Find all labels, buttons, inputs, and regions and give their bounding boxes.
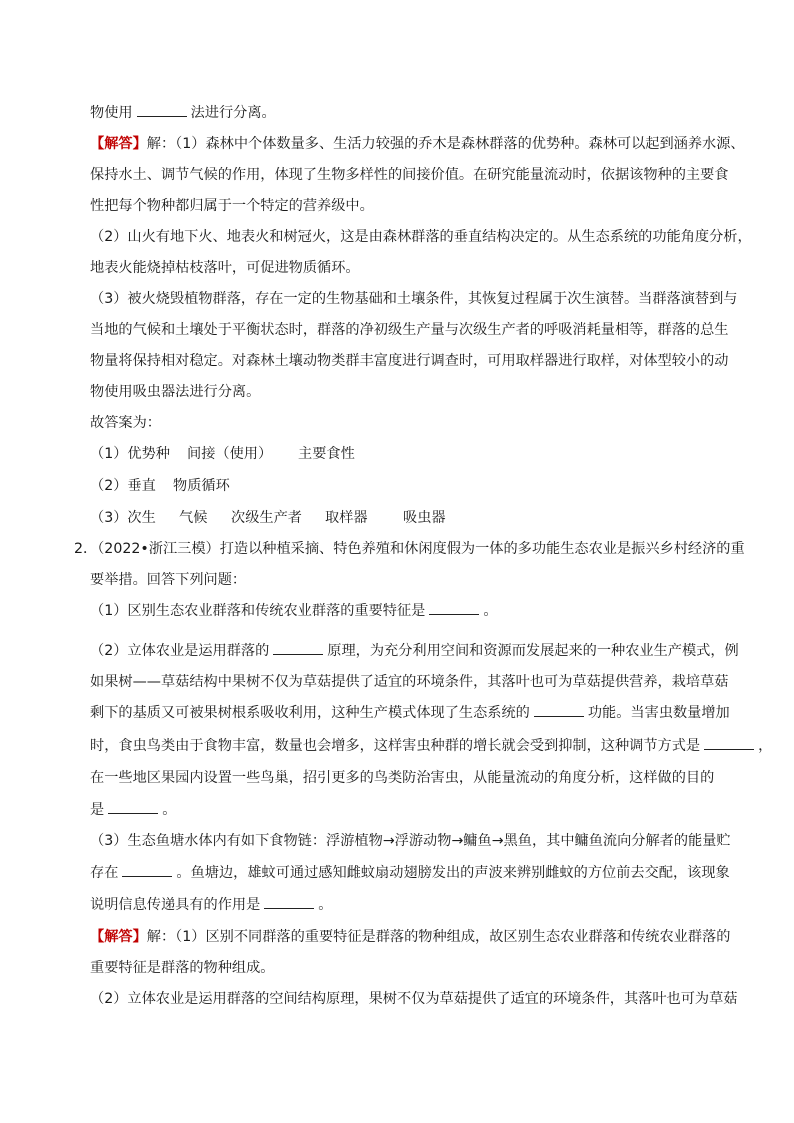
text: 故答案为： <box>90 415 161 431</box>
text: 法进行分离。 <box>190 105 276 121</box>
text-line <box>90 166 728 184</box>
answer-blank <box>122 864 172 877</box>
text: 。鱼塘边，雄蚊可通过感知雌蚊扇动翅膀发出的声波来辨别雌蚊的方位前去交配，该现象 <box>176 865 730 881</box>
text: 地表火能烧掉枯枝落叶，可促进物质循环。 <box>90 260 360 276</box>
text-line <box>90 832 731 850</box>
text-line <box>90 602 498 620</box>
answer-blank <box>534 704 584 717</box>
text-line <box>90 769 714 787</box>
text: 。 <box>318 897 333 913</box>
answer-item: 气候 <box>179 510 208 526</box>
text: （2022•浙江三模）打造以种植采摘、特色养殖和休闲度假为一体的多功能生态农业是振兴乡村经济的重 <box>97 541 745 557</box>
text: 时，食虫鸟类由于食物丰富，数量也会增多，这样害虫种群的增长就会受到抑制，这种调节方式是 <box>90 738 701 754</box>
text: 存在 <box>90 865 119 881</box>
text: 当地的气候和土壤处于平衡状态时，群落的净初级生产量与次级生产者的呼吸消耗量相等，群落的总生 <box>90 322 729 338</box>
text-line <box>90 104 276 122</box>
text-line <box>90 259 360 277</box>
text-line <box>90 673 728 691</box>
text-line <box>90 704 730 722</box>
text-line <box>90 383 260 401</box>
text: 保持水土、调节气候的作用，体现了生物多样性的间接价值。在研究能量流动时，依据该物种的主要食 <box>90 167 729 183</box>
answer-tag: 【解答】 <box>90 929 147 945</box>
text: （2）立体农业是运用群落的 <box>90 643 270 659</box>
text-line <box>90 896 332 914</box>
answer-item: 次级生产者 <box>231 510 302 526</box>
text: 解：（1）森林中个体数量多、生活力较强的乔木是森林群落的优势种。森林可以起到涵养水源、 <box>146 136 745 152</box>
text: 。 <box>162 802 177 818</box>
answer-item: 物质循环 <box>173 478 230 494</box>
text: 。 <box>483 603 498 619</box>
answer-blank <box>704 737 754 750</box>
answer-row <box>90 445 355 463</box>
question-number: 2． <box>74 541 98 557</box>
text-line <box>90 959 274 977</box>
question-line <box>74 540 745 558</box>
answer-item: 间接（使用） <box>187 446 273 462</box>
text-line <box>90 321 728 339</box>
answer-blank <box>264 896 314 909</box>
text: （1）区别生态农业群落和传统农业群落的重要特征是 <box>90 603 426 619</box>
answer-blank <box>108 801 158 814</box>
answer-tag: 【解答】 <box>90 136 147 152</box>
answer-item: 主要食性 <box>298 446 355 462</box>
text-line <box>90 990 737 1008</box>
answer-item: （1）优势种 <box>90 446 170 462</box>
text: 原理，为充分利用空间和资源而发展起来的一种农业生产模式，例 <box>327 643 739 659</box>
text-line <box>90 571 246 589</box>
text: 在一些地区果园内设置一些鸟巢，招引更多的鸟类防治害虫，从能量流动的角度分析，这样做的目的 <box>90 770 715 786</box>
text-line <box>90 228 752 246</box>
text: 物量将保持相对稳定。对森林土壤动物类群丰富度进行调查时，可用取样器进行取样，对体型较小的动 <box>90 353 729 369</box>
answer-line <box>90 135 745 153</box>
text: （2）山火有地下火、地表火和树冠火，这是由森林群落的垂直结构决定的。从生态系统的功能角度分析， <box>90 229 752 245</box>
text: （3）生态鱼塘水体内有如下食物链：浮游植物→浮游动物→鳙鱼→黑鱼，其中鳙鱼流向分解者的能量贮 <box>90 833 731 849</box>
text: 物使用 <box>90 105 133 121</box>
text: 性把每个物种都归属于一个特定的营养级中。 <box>90 198 374 214</box>
text: 剩下的基质又可被果树根系吸收利用，这种生产模式体现了生态系统的 <box>90 705 530 721</box>
answer-row <box>90 477 230 495</box>
text: （2）立体农业是运用群落的空间结构原理，果树不仅为草菇提供了适宜的环境条件，其落叶也可为草菇 <box>90 991 738 1007</box>
text: 重要特征是群落的物种组成。 <box>90 960 275 976</box>
text: 功能。当害虫数量增加 <box>587 705 730 721</box>
text-line <box>90 642 739 660</box>
text-line <box>90 414 161 432</box>
text: （3）被火烧毁植物群落，存在一定的生物基础和土壤条件，其恢复过程属于次生演替。当群落演替到与 <box>90 291 738 307</box>
answer-item: （3）次生 <box>90 510 156 526</box>
text: ， <box>758 738 773 754</box>
answer-blank <box>273 642 323 655</box>
text: 物使用吸虫器法进行分离。 <box>90 384 261 400</box>
text-line <box>90 864 730 882</box>
text: 要举措。回答下列问题： <box>90 572 247 588</box>
answer-item: 取样器 <box>325 510 368 526</box>
text-line <box>90 290 737 308</box>
answer-row <box>90 509 446 527</box>
text-line <box>90 352 728 370</box>
text-line <box>90 801 176 819</box>
text: 解：（1）区别不同群落的重要特征是群落的物种组成，故区别生态农业群落和传统农业群落的 <box>146 929 731 945</box>
text-line <box>90 737 772 755</box>
answer-item: 吸虫器 <box>403 510 446 526</box>
answer-blank <box>137 104 187 117</box>
answer-blank <box>429 602 479 615</box>
answer-item: （2）垂直 <box>90 478 156 494</box>
answer-line <box>90 928 730 946</box>
text: 是 <box>90 802 105 818</box>
text-line <box>90 197 374 215</box>
text: 如果树——草菇结构中果树不仅为草菇提供了适宜的环境条件，其落叶也可为草菇提供营养，栽培草菇 <box>90 674 729 690</box>
text: 说明信息传递具有的作用是 <box>90 897 261 913</box>
